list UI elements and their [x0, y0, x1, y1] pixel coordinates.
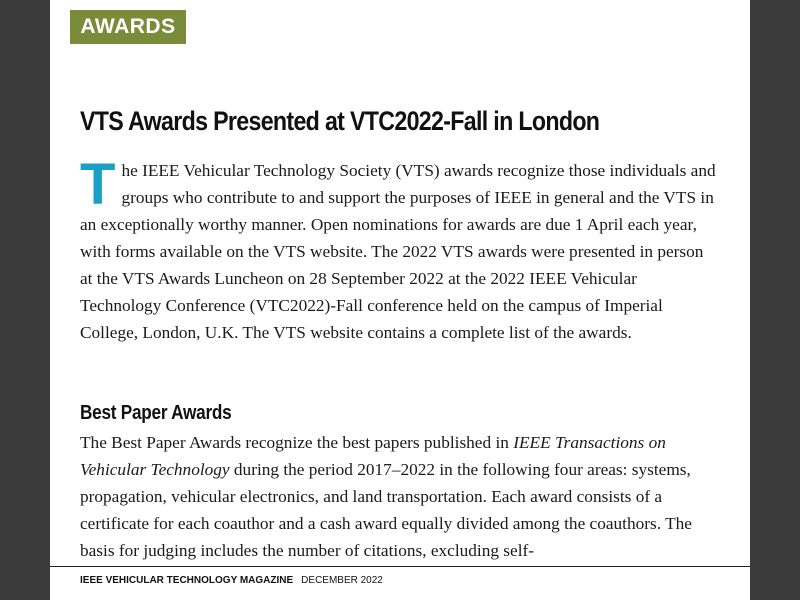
footer-date: DECEMBER 2022	[301, 575, 383, 586]
intro-paragraph	[80, 152, 720, 346]
article-title: VTS Awards Presented at VTC2022-Fall in London	[80, 106, 600, 136]
section-tag: AWARDS	[70, 10, 186, 44]
footer-divider	[50, 566, 750, 567]
para2-rest: during the period 2017–2022 in the following four areas: systems, propagation, vehicular electronics, and land transportation. Each award consists of a certificate for each coauthor and a cash award equally divided among the coauthors. The basis for judging includes the number of citations, excluding self-	[80, 460, 692, 560]
magazine-page	[50, 0, 750, 600]
best-paper-paragraph	[80, 429, 720, 564]
journal-title: IEEE Transactions on Vehicular Technology	[80, 433, 666, 479]
section-heading: Best Paper Awards	[80, 402, 232, 424]
drop-cap: T	[80, 152, 116, 217]
footer-magazine-name: IEEE VEHICULAR TECHNOLOGY MAGAZINE	[80, 575, 294, 586]
para2-start: The Best Paper Awards recognize the best papers published in	[80, 433, 514, 452]
intro-text: he IEEE Vehicular Technology Society (VTS) awards recognize those individuals and groups who contribute to and support the purposes of IEEE in general and the VTS in an exceptionally worthy manner. Open nominations for awards are due 1 April each year, with forms available on the VTS website. The 2022 VTS awards were presented in person at the VTS Awards Luncheon on 28 September 2022 at the 2022 IEEE Vehicular Technology Conference (VTC2022)-Fall conference held on the campus of Imperial College, London, U.K. The VTS website contains a complete list of the awards.	[80, 161, 716, 342]
page-footer	[80, 575, 383, 586]
